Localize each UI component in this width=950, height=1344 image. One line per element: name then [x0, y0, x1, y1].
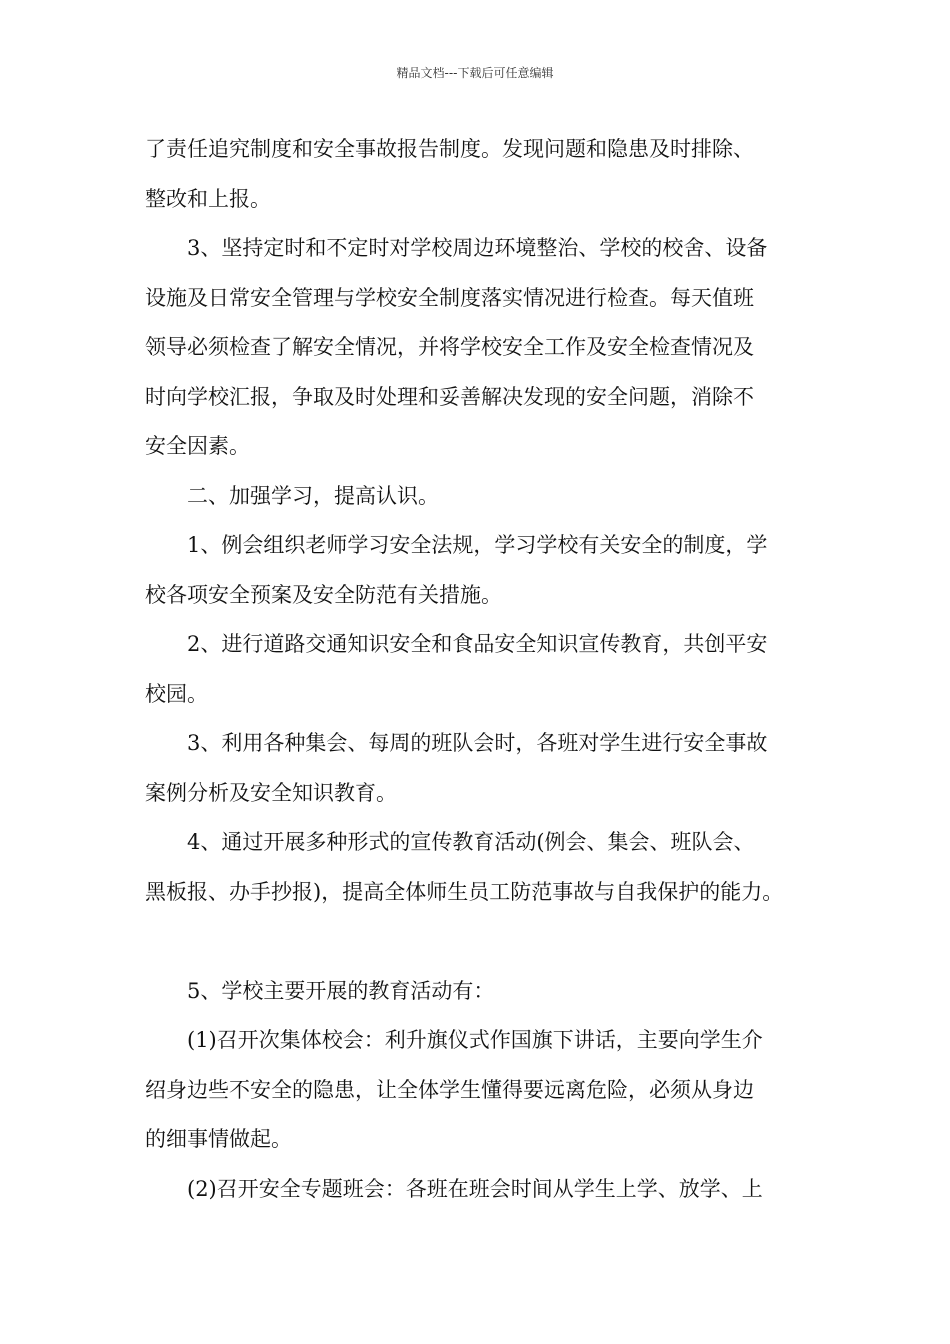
paragraph-line: 3、坚持定时和不定时对学校周边环境整治、学校的校舍、设备	[187, 236, 768, 260]
paragraph-line: 校各项安全预案及安全防范有关措施。	[145, 582, 502, 607]
paragraph-line: (2)召开安全专题班会：各班在班会时间从学生上学、放学、上	[187, 1176, 763, 1201]
paragraph-line: 整改和上报。	[145, 186, 271, 211]
paragraph-line: 黑板报、办手抄报)，提高全体师生员工防范事故与自我保护的能力。	[145, 879, 784, 904]
paragraph-line: 的细事情做起。	[145, 1127, 292, 1151]
paragraph-line: 了责任追究制度和安全事故报告制度。发现问题和隐患及时排除、	[145, 137, 754, 161]
paragraph-line: 时向学校汇报，争取及时处理和妥善解决发现的安全问题，消除不	[145, 384, 754, 409]
paragraph-line: 1、例会组织老师学习安全法规，学习学校有关安全的制度，学	[187, 533, 768, 557]
paragraph-line: 2、进行道路交通知识安全和食品安全知识宣传教育，共创平安	[187, 632, 768, 656]
paragraph-line: 4、通过开展多种形式的宣传教育活动(例会、集会、班队会、	[187, 830, 755, 854]
paragraph-line: 领导必须检查了解安全情况，并将学校安全工作及安全检查情况及	[145, 335, 754, 359]
blank-line	[145, 917, 815, 967]
page-header: 精品文档---下载后可任意编辑	[396, 66, 554, 80]
paragraph-line: 校园。	[145, 681, 208, 706]
paragraph-line: 5、学校主要开展的教育活动有：	[187, 978, 495, 1003]
document-body	[145, 125, 815, 1214]
paragraph-line: 安全因素。	[145, 434, 250, 458]
paragraph-line: 设施及日常安全管理与学校安全制度落实情况进行检查。每天值班	[145, 285, 754, 310]
paragraph-line: (1)召开次集体校会：利升旗仪式作国旗下讲话，主要向学生介	[187, 1028, 763, 1052]
paragraph-line: 3、利用各种集会、每周的班队会时，各班对学生进行安全事故	[187, 731, 768, 755]
section-heading: 二、加强学习，提高认识。	[187, 483, 439, 508]
paragraph-line: 案例分析及安全知识教育。	[145, 780, 397, 805]
paragraph-line: 绍身边些不安全的隐患，让全体学生懂得要远离危险，必须从身边	[145, 1077, 754, 1102]
